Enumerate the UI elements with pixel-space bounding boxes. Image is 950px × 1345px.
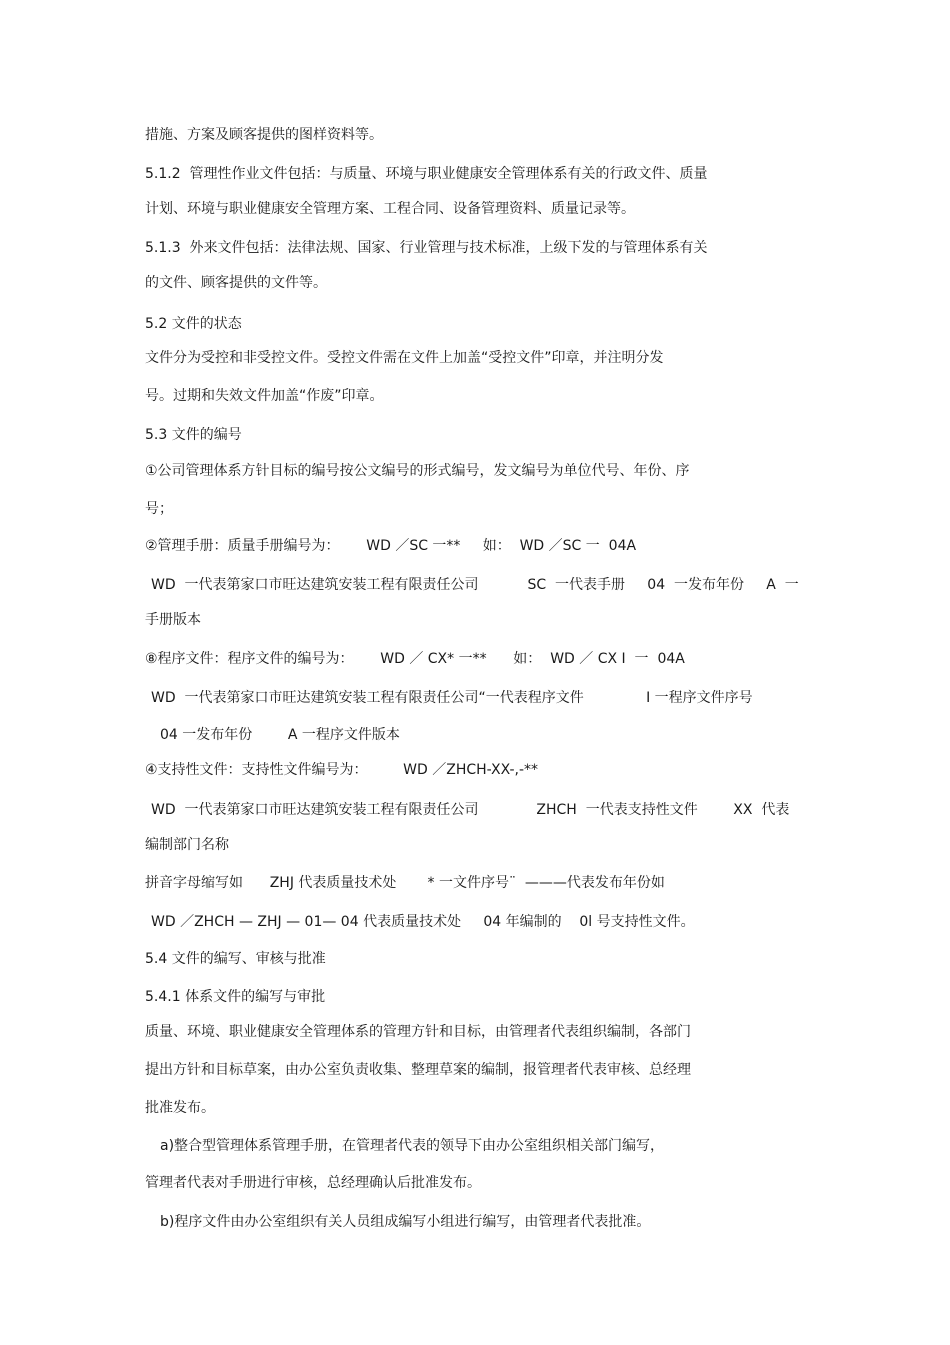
body-text-line: 提出方针和目标草案，由办公室负责收集、整理草案的编制，报管理者代表审核、总经理 xyxy=(145,1062,691,1078)
procedure-code-legend: WD 一代表第家口市旺达建筑安装工程有限责任公司“一代表程序文件 I 一程序文件序号 xyxy=(151,690,753,706)
section-heading-5-4-1: 5.4.1 体系文件的编写与审批 xyxy=(145,989,326,1005)
manual-code-legend: WD 一代表第家口市旺达建筑安装工程有限责任公司 SC 一代表手册 04 一发布年份 A 一 xyxy=(151,577,799,593)
section-heading-5-2: 5.2 文件的状态 xyxy=(145,316,242,332)
body-text-line: 号； xyxy=(145,501,173,517)
body-text-line: 的文件、顾客提供的文件等。 xyxy=(145,275,327,291)
body-text-line: 编制部门名称 xyxy=(145,837,229,853)
procedure-numbering-line: ⑧程序文件：程序文件的编号为： WD ／ CX* 一** 如： WD ／ CX I 一 04A xyxy=(145,651,685,667)
body-text-line: ①公司管理体系方针目标的编号按公文编号的形式编号，发文编号为单位代号、年份、序 xyxy=(145,463,690,479)
support-numbering-line: ④支持性文件：支持性文件编号为： WD ／ZHCH-XX-,-** xyxy=(145,762,539,778)
body-text-line: 措施、方案及顾客提供的图样资料等。 xyxy=(145,127,383,143)
body-text-line: 计划、环境与职业健康安全管理方案、工程合同、设备管理资料、质量记录等。 xyxy=(145,201,635,217)
body-text-line: 手册版本 xyxy=(145,612,201,628)
section-heading-5-4: 5.4 文件的编写、审核与批准 xyxy=(145,951,326,967)
section-5-1-3-text: 5.1.3 外来文件包括：法律法规、国家、行业管理与技术标准，上级下发的与管理体系有关 xyxy=(145,240,708,256)
section-5-1-2-text: 5.1.2 管理性作业文件包括：与质量、环境与职业健康安全管理体系有关的行政文件、质量 xyxy=(145,166,708,182)
body-text-line: 批准发布。 xyxy=(145,1100,215,1116)
section-heading-5-3: 5.3 文件的编号 xyxy=(145,427,242,443)
support-code-example: WD ／ZHCH — ZHJ — 01— 04 代表质量技术处 04 年编制的 0l 号支持性文件。 xyxy=(151,914,695,930)
body-text-line: 管理者代表对手册进行审核，总经理确认后批准发布。 xyxy=(145,1175,481,1191)
support-code-legend: WD 一代表第家口市旺达建筑安装工程有限责任公司 ZHCH 一代表支持性文件 XX 代表 xyxy=(151,802,790,818)
list-item-b: b)程序文件由办公室组织有关人员组成编写小组进行编写，由管理者代表批准。 xyxy=(160,1214,651,1230)
procedure-code-legend-cont: 04 一发布年份 A 一程序文件版本 xyxy=(160,727,400,743)
list-item-a: a)整合型管理体系管理手册，在管理者代表的领导下由办公室组织相关部门编写， xyxy=(160,1138,665,1154)
body-text-line: 文件分为受控和非受控文件。受控文件需在文件上加盖“受控文件”印章，并注明分发 xyxy=(145,350,664,366)
body-text-line: 号。过期和失效文件加盖“作废”印章。 xyxy=(145,388,384,404)
body-text-line: 拼音字母缩写如 ZHJ 代表质量技术处 * 一文件序号¨ ———代表发布年份如 xyxy=(145,875,665,891)
body-text-line: 质量、环境、职业健康安全管理体系的管理方针和目标，由管理者代表组织编制，各部门 xyxy=(145,1024,691,1040)
manual-numbering-line: ②管理手册：质量手册编号为： WD ／SC 一** 如： WD ／SC 一 04A xyxy=(145,538,637,554)
